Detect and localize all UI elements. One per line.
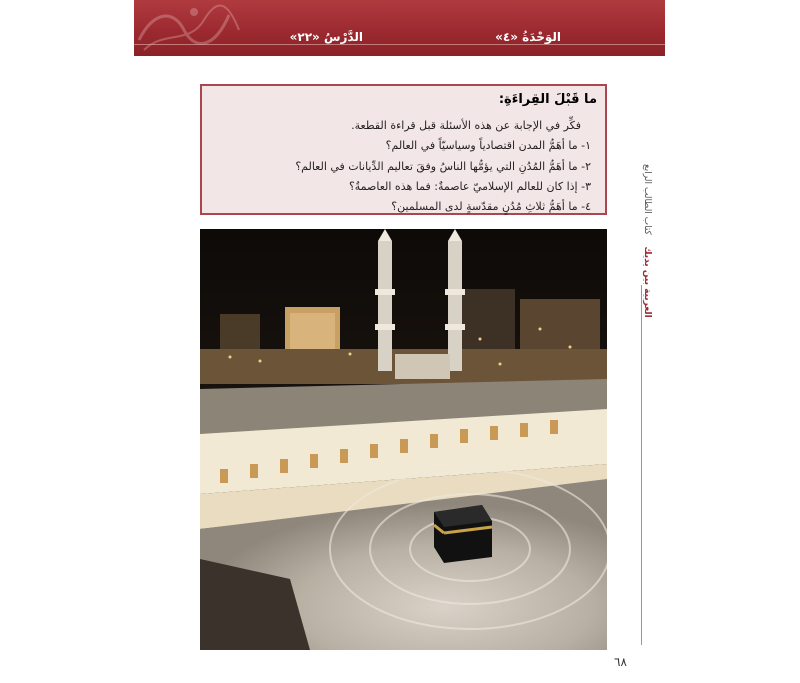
side-rule bbox=[641, 285, 642, 645]
unit-label: الوَحْدَةُ «٤» bbox=[495, 30, 561, 44]
prereading-intro: فكِّر في الإجابة عن هذه الأسئلة قبل قراءة القطعة. bbox=[351, 119, 581, 132]
prereading-box bbox=[200, 84, 607, 215]
page-header bbox=[134, 0, 665, 56]
question-item: ٢- ما أهَمُّ المُدُنِ التي يؤمُّها الناسُ وفقَ تعاليم الدِّيانات في العالم؟ bbox=[295, 160, 591, 173]
book-title-vertical bbox=[632, 164, 652, 318]
question-item: ٣- إذا كان للعالم الإسلاميّ عاصمةٌ: فما هذه العاصمةُ؟ bbox=[348, 180, 591, 193]
page-number: ٦٨ bbox=[614, 655, 627, 669]
side-running-title bbox=[630, 160, 654, 650]
lesson-label: الدَّرْسُ «٢٢» bbox=[289, 30, 363, 44]
calligraphy-ornament-icon bbox=[134, 0, 244, 56]
question-item: ٤- ما أهَمُّ ثلاثِ مُدُنٍ مقدّسةٍ لدى المسلمين؟ bbox=[391, 200, 591, 213]
prereading-title: ما قَبْلَ القِراءَةِ: bbox=[498, 92, 597, 107]
header-rule bbox=[134, 44, 665, 45]
kaaba-photo bbox=[200, 229, 607, 650]
book-subtitle: كتاب الطالب الرابع bbox=[642, 164, 652, 235]
question-item: ١- ما أهَمُّ المدن اقتصادياً وسياسيّاً في العالم؟ bbox=[385, 139, 591, 152]
book-title: العربية بين يديك bbox=[642, 246, 652, 318]
book-page bbox=[134, 0, 665, 683]
masjid-al-haram-icon bbox=[200, 229, 607, 650]
